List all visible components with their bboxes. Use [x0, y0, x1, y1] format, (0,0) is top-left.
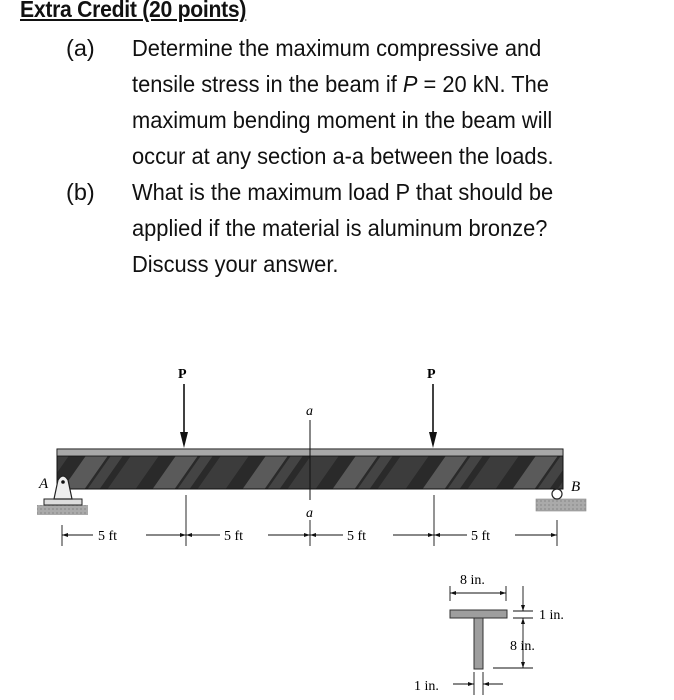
support-b-label: B — [571, 479, 581, 495]
span-3-label: 5 ft — [347, 529, 367, 544]
load-value: = 20 kN. The — [417, 71, 549, 97]
flange-width-label: 8 in. — [460, 573, 485, 588]
section-label-bottom: a — [306, 506, 313, 521]
web-height-label: 8 in. — [510, 639, 535, 654]
support-a-label: A — [39, 476, 49, 492]
load-arrow-right — [429, 384, 437, 448]
web-thickness-label: 1 in. — [414, 679, 439, 694]
question-a-label: (a) — [66, 35, 95, 61]
load-variable: P — [402, 71, 418, 97]
question-a-line-2-text: tensile stress in the beam if — [132, 71, 403, 97]
question-b-line-2: applied if the material is aluminum bronze? — [132, 215, 548, 241]
flange-thickness-label: 1 in. — [539, 608, 564, 623]
span-1-label: 5 ft — [98, 529, 118, 544]
question-b-label: (b) — [66, 179, 95, 205]
vertical-dimensions — [493, 586, 533, 668]
question-a-line-1: Determine the maximum compressive and — [132, 35, 542, 61]
question-a-line-3: maximum bending moment in the beam will — [132, 107, 553, 133]
load-label-left: P — [178, 367, 187, 382]
question-a-line-4: occur at any section a-a between the loads. — [132, 143, 554, 169]
question-b-line-1: What is the maximum load P that should be — [132, 179, 554, 205]
section-label-top: a — [306, 404, 313, 419]
web-thickness-dimension — [453, 672, 503, 695]
load-label-right: P — [427, 367, 436, 382]
question-b-line-3: Discuss your answer. — [132, 251, 339, 277]
web-thickness-arrows — [468, 682, 489, 686]
span-4-label: 5 ft — [471, 529, 491, 544]
load-arrow-left — [180, 384, 188, 448]
span-2-label: 5 ft — [224, 529, 244, 544]
t-cross-section — [450, 610, 507, 669]
page-title: Extra Credit (20 points) — [20, 0, 247, 22]
flange-width-dimension — [450, 586, 506, 601]
